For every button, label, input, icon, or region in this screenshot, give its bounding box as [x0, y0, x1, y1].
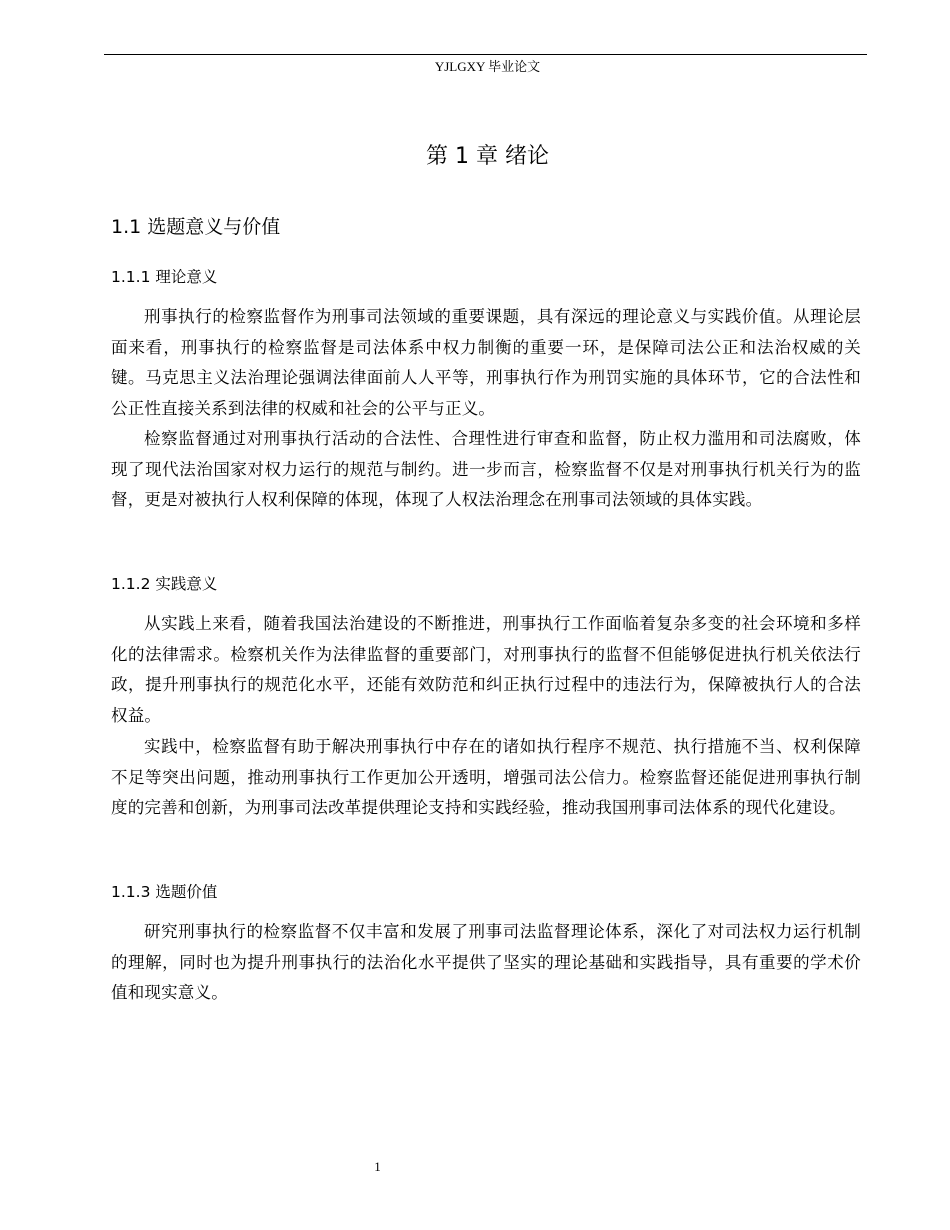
chapter-title: 第 1 章 绪论 [426, 144, 549, 169]
section-title: 1.1 选题意义与价值 [111, 216, 281, 238]
header-rule [104, 54, 867, 55]
paragraph: 刑事执行的检察监督作为刑事司法领域的重要课题，具有深远的理论意义与实践价值。从理论层面来看，刑事执行的检察监督是司法体系中权力制衡的重要一环，是保障司法公正和法治权威的关键。马克思主义法治理论强调法律面前人人平等，刑事执行作为刑罚实施的具体环节，它的合法性和公正性直接关系到法律的权威和社会的公平与正义。 [111, 307, 861, 418]
paragraph: 从实践上来看，随着我国法治建设的不断推进，刑事执行工作面临着复杂多变的社会环境和多样化的法律需求。检察机关作为法律监督的重要部门，对刑事执行的监督不但能够促进执行机关依法行政，提升刑事执行的规范化水平，还能有效防范和纠正执行过程中的违法行为，保障被执行人的合法权益。 [111, 614, 861, 725]
page-number: 1 [374, 1159, 381, 1174]
subsection-title-practice: 1.1.2 实践意义 [111, 575, 218, 593]
running-header: YJLGXY 毕业论文 [434, 59, 541, 74]
paragraph: 检察监督通过对刑事执行活动的合法性、合理性进行审查和监督，防止权力滥用和司法腐败，体现了现代法治国家对权力运行的规范与制约。进一步而言，检察监督不仅是对刑事执行机关行为的监督，更是对被执行人权利保障的体现，体现了人权法治理念在刑事司法领域的具体实践。 [111, 429, 861, 509]
paragraph: 实践中，检察监督有助于解决刑事执行中存在的诸如执行程序不规范、执行措施不当、权利保障不足等突出问题，推动刑事执行工作更加公开透明，增强司法公信力。检察监督还能促进刑事执行制度的完善和创新，为刑事司法改革提供理论支持和实践经验，推动我国刑事司法体系的现代化建设。 [111, 737, 861, 817]
subsection-title-theory: 1.1.1 理论意义 [111, 268, 218, 286]
paragraph: 研究刑事执行的检察监督不仅丰富和发展了刑事司法监督理论体系，深化了对司法权力运行机制的理解，同时也为提升刑事执行的法治化水平提供了坚实的理论基础和实践指导，具有重要的学术价值和现实意义。 [111, 922, 861, 1002]
subsection-title-value: 1.1.3 选题价值 [111, 883, 218, 901]
